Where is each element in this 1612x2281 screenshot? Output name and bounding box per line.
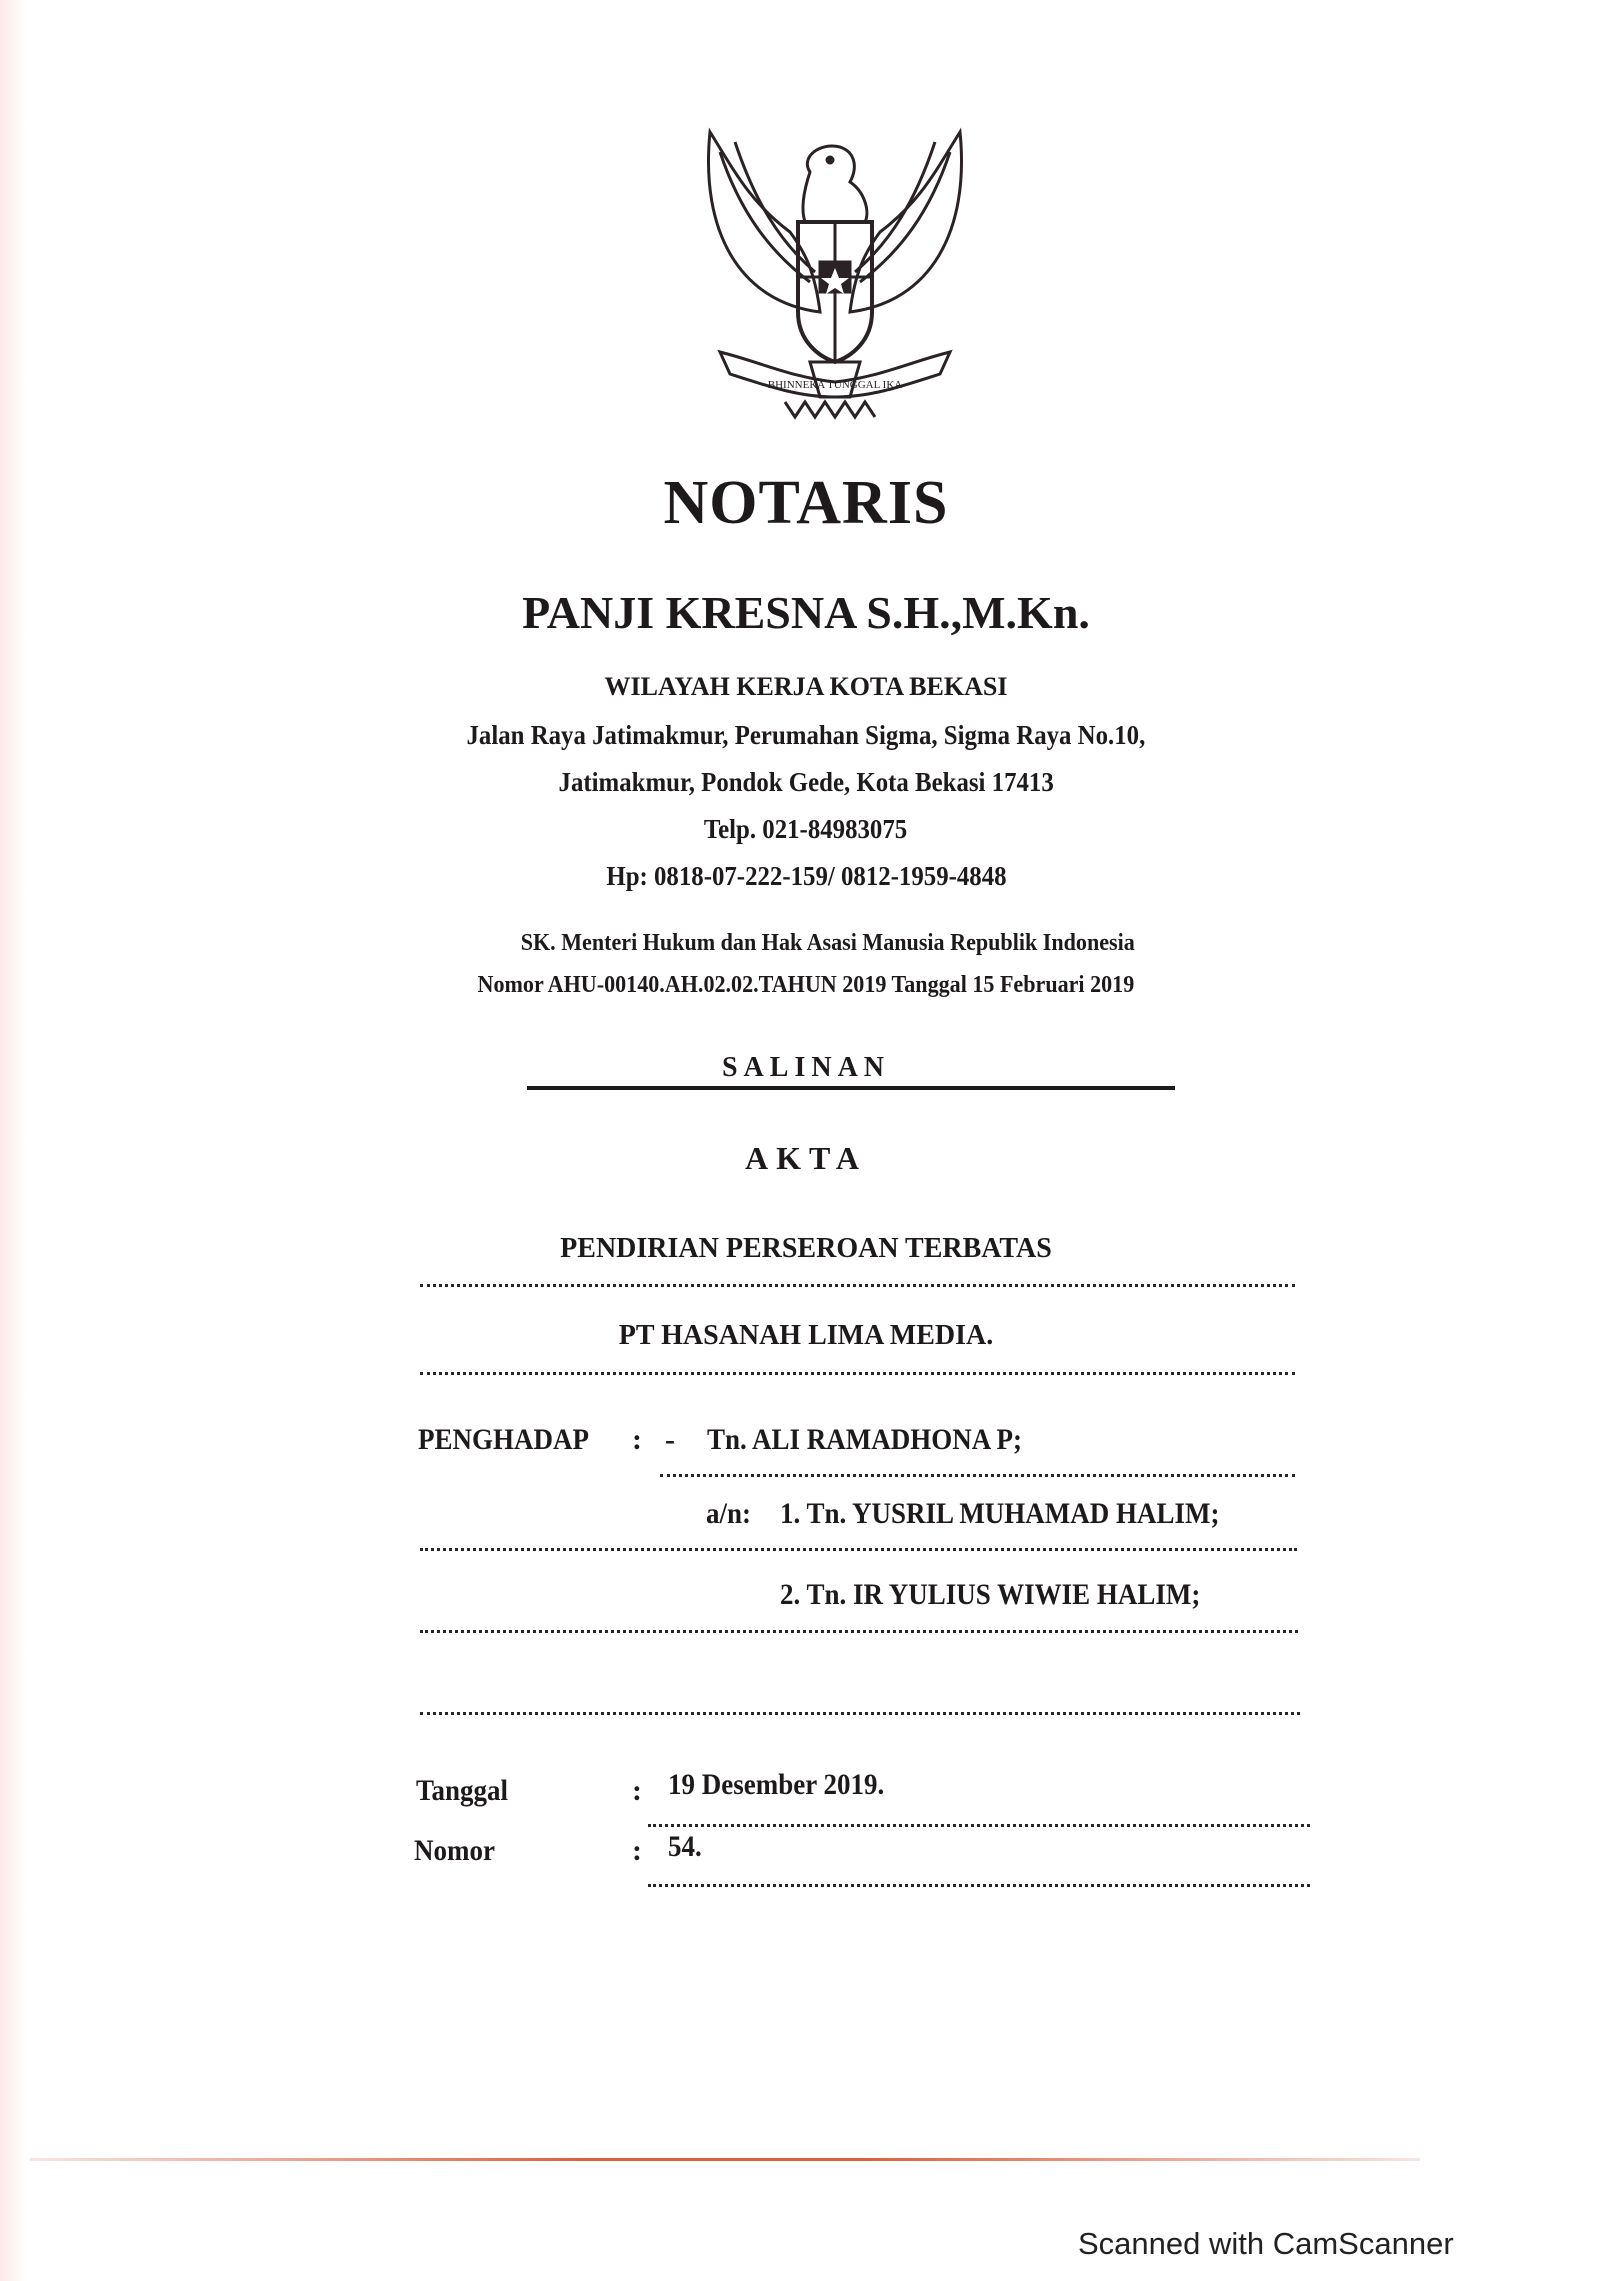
ministry-decree-line-1: SK. Menteri Hukum dan Hak Asasi Manusia Republik Indonesia xyxy=(520,930,1136,956)
company-name: PT HASANAH LIMA MEDIA. xyxy=(618,1320,994,1351)
page-bottom-edge xyxy=(30,2158,1420,2161)
dotted-line xyxy=(420,1630,1298,1633)
mobile-phone: Hp: 0818-07-222-159/ 0812-1959-4848 xyxy=(605,861,1007,891)
dotted-line xyxy=(648,1824,1310,1827)
principal-1: 1. Tn. YUSRIL MUHAMAD HALIM; xyxy=(780,1497,1220,1530)
ministry-decree-line-2: Nomor AHU-00140.AH.02.02.TAHUN 2019 Tanggal 15 Februari 2019 xyxy=(477,972,1135,998)
address-line-2: Jatimakmur, Pondok Gede, Kota Bekasi 17413 xyxy=(558,767,1054,797)
on-behalf-label: a/n: xyxy=(706,1497,752,1530)
appearer-label: PENGHADAP xyxy=(418,1423,589,1456)
office-title: NOTARIS xyxy=(663,469,949,537)
number-label: Nomor xyxy=(414,1834,495,1867)
scanner-watermark: Scanned with CamScanner xyxy=(1078,2226,1454,2261)
dotted-line xyxy=(420,1372,1295,1375)
date-label: Tanggal xyxy=(416,1774,509,1807)
work-region: WILAYAH KERJA KOTA BEKASI xyxy=(604,672,1008,701)
principal-2: 2. Tn. IR YULIUS WIWIE HALIM; xyxy=(780,1578,1201,1611)
dotted-line xyxy=(660,1474,1295,1477)
copy-label: SALINAN xyxy=(721,1052,891,1083)
deed-date: 19 Desember 2019. xyxy=(668,1768,885,1801)
address-line-1: Jalan Raya Jatimakmur, Perumahan Sigma, Sigma Raya No.10, xyxy=(466,720,1146,750)
date-colon: : xyxy=(632,1774,642,1807)
notary-name: PANJI KRESNA S.H.,M.Kn. xyxy=(522,587,1090,638)
dotted-line xyxy=(420,1284,1295,1287)
copy-underline xyxy=(527,1086,1175,1090)
appearer-dash: - xyxy=(665,1423,675,1456)
appearer-colon: : xyxy=(632,1423,642,1456)
dotted-line xyxy=(648,1884,1310,1887)
telephone: Telp. 021-84983075 xyxy=(704,814,908,844)
deed-number: 54. xyxy=(668,1830,702,1863)
deed-subject: PENDIRIAN PERSEROAN TERBATAS xyxy=(560,1233,1052,1264)
garuda-pancasila-emblem xyxy=(680,112,990,432)
dotted-line xyxy=(420,1712,1300,1715)
deed-type: AKTA xyxy=(744,1140,868,1176)
number-colon: : xyxy=(632,1834,642,1867)
dotted-line xyxy=(420,1548,1297,1551)
emblem-motto: BHINNEKA TUNGGAL IKA xyxy=(767,379,903,391)
appearer-name: Tn. ALI RAMADHONA P; xyxy=(707,1423,1023,1456)
